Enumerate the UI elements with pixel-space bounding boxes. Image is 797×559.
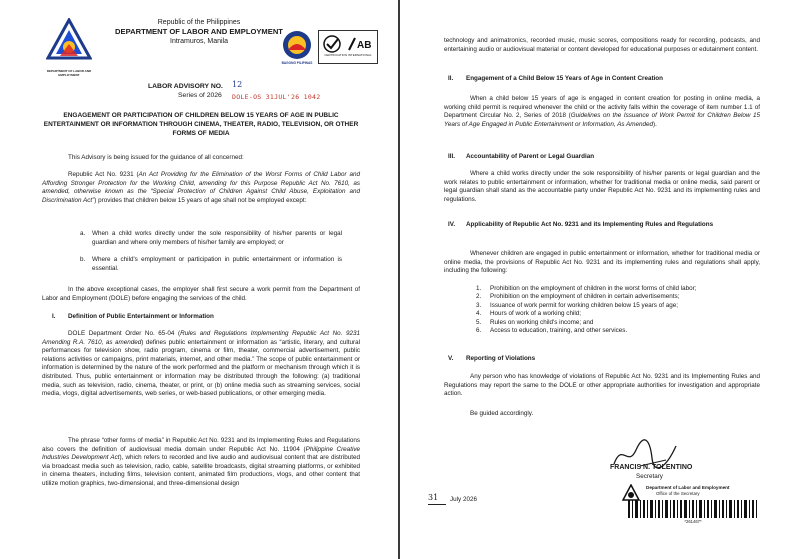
exception-a-letter: a. — [80, 230, 86, 237]
exception-b-text: Where a child's employment or participation in public entertainment or information is essential. — [92, 256, 342, 272]
signatory-name: FRANCIS N. TOLENTINO — [610, 464, 693, 471]
ra-paragraph-a: Republic Act No. 9231 ( — [68, 171, 139, 178]
ra-paragraph-italic: An Act Providing for the Elimination of the Worst Forms of Child Labor and Affording Stronger Protection for the Working Child, amending for this Purpose Republic Act No. 7610, as amended, otherwise known as the “Special Protection of Children Against Child Abuse, Exploitation and Discrimination Act” — [42, 171, 361, 204]
date-underline — [428, 504, 446, 505]
section-2-p-italic: Guidelines on the Issuance of Work Permit for Children Below 15 Years of Age Engaged in Public Entertainment or Information, As Amended — [444, 112, 760, 128]
bagong-pilipinas-logo-icon — [282, 30, 312, 60]
dole-logo-icon — [46, 18, 92, 70]
list-item — [476, 293, 766, 301]
section-4-number: IV. — [448, 221, 456, 228]
section-1-p2-b: ), which refers to recorded and live audio and audiovisual content that are distributed via broadcast media such as television, radio, cable, satellite broadcasts, digital streaming platforms, or exhibited in cinema theaters, including films, television content, animated film productions, vlogs, and other content that utilize motion graphics, two-dimensional, and three-dimensional design — [42, 454, 361, 487]
receipt-date-stamp: DOLE-OS 31JUL'26 1042 — [232, 93, 321, 101]
list-text: Prohibition on the employment of children in certain advertisements; — [490, 293, 680, 301]
stamp-line-2: Office of the Secretary — [656, 491, 700, 496]
permit-paragraph — [42, 286, 360, 303]
list-item — [476, 327, 766, 335]
header-location: Intramuros, Manila — [170, 38, 228, 45]
permit-paragraph-text: In the above exceptional cases, the employer shall first secure a work permit from the Department of Labor and Employment (DOLE) before engaging the services of the child. — [42, 286, 360, 302]
document-page-1 — [0, 0, 398, 559]
section-1-p1-b: ) defines public entertainment or information as “artistic, literary, and cultural performances for television show, radio program, cinema or film, theater, commercial advertisement, public relations activities or campaigns, print materials, internet, and other media.” The scope of public entertainment or information is determined by the nature of the work performed and the platform or mechanism through which it is distributed. Thus, public entertainment or information may be distributed through the following: (a) traditional media, such as television, radio, cinema, theater, or print, or (b) online media such as streaming services, social media, vlogs, digital advertisements, web series, or web-based publications, or other emerging media. — [42, 338, 361, 398]
list-number: 2. — [476, 293, 482, 301]
list-item — [476, 285, 766, 293]
list-number: 5. — [476, 318, 482, 326]
ra-paragraph-b: ) provides that children below 15 years of age shall not be employed except: — [94, 196, 307, 204]
section-4-p-text: Whenever children are engaged in public entertainment or information, whether for traditional media or online media, the provisions of Republic Act No. 9231 and its implementing rules and regulations shall apply, including the following: — [444, 250, 760, 275]
list-number: 4. — [476, 310, 482, 318]
barcode-code: *261467* — [684, 519, 702, 524]
section-2-number: II. — [448, 75, 454, 82]
section-2-heading: Engagement of a Child Below 15 Years of Age in Content Creation — [466, 75, 663, 82]
dole-logo-caption: DEPARTMENT OF LABOR AND EMPLOYMENT — [46, 69, 92, 77]
certification-badge — [318, 30, 378, 64]
list-number: 6. — [476, 327, 482, 335]
list-text: Prohibition on the employment of children in the worst forms of child labor; — [490, 285, 697, 292]
certification-caption: CERTIFICATION INTERNATIONAL — [324, 53, 372, 57]
section-4-paragraph — [444, 250, 760, 276]
closing-line: Be guided accordingly. — [470, 410, 534, 417]
barcode-icon — [628, 500, 758, 518]
list-text: Rules on working child's income; and — [490, 318, 594, 326]
list-item — [476, 319, 766, 327]
header-republic: Republic of the Philippines — [157, 19, 241, 26]
bagong-pilipinas-caption: BAGONG PILIPINAS — [281, 61, 313, 65]
section-5-number: V. — [448, 355, 454, 362]
section-3-paragraph — [444, 170, 760, 204]
section-4-list — [476, 285, 766, 335]
list-item — [476, 302, 766, 310]
section-5-heading: Reporting of Violations — [466, 355, 536, 362]
header-department: DEPARTMENT OF LABOR AND EMPLOYMENT — [115, 27, 283, 36]
date-day: 31 — [428, 493, 439, 502]
receipt-stamp — [622, 484, 772, 532]
section-4-heading: Applicability of Republic Act No. 9231 and its Implementing Rules and Regulations — [466, 221, 714, 228]
section-1-paragraph-2-continued: technology and animatronics, recorded music, music scores, compositions ready for recording, podcasts, and entertaining audio or audiovisual material or content developed for educational purposes or edutainment content. — [444, 37, 760, 53]
section-5-p-text: Any person who has knowledge of violations of Republic Act No. 9231 and its Implementing Rules and Regulations may report the same to the DOLE or other appropriate authorities for investigation and appropriate action. — [444, 373, 760, 398]
document-page-2 — [400, 0, 797, 559]
list-number: 3. — [476, 301, 482, 309]
iab-mark-icon — [347, 36, 373, 52]
advisory-title: ENGAGEMENT OR PARTICIPATION OF CHILDREN BELOW 15 YEARS OF AGE IN PUBLIC ENTERTAINMENT OR INFORMATION THROUGH CINEMA, THEATER, RADIO, TELEVISION, OR OTHER FORMS OF MEDIA — [43, 112, 359, 137]
section-1-heading: Definition of Public Entertainment or Information — [68, 313, 214, 320]
advisory-label: LABOR ADVISORY NO. — [148, 83, 223, 90]
section-2-p-a: When a child below 15 years of age is engaged in content creation for posting in online media, a working child permit is required whenever the child or the activity falls within the coverage of item number 1.1 of Department Circular No. 2, Series of 2018 ( — [444, 95, 760, 120]
section-3-number: III. — [448, 153, 455, 160]
section-2-paragraph — [444, 95, 760, 129]
certification-check-icon — [321, 34, 343, 54]
svg-text:AB: AB — [357, 40, 372, 51]
section-2-p-b: ). — [652, 120, 657, 128]
section-1-number: I. — [52, 313, 56, 320]
stamp-line-1: Department of Labor and Employment — [646, 485, 730, 490]
section-1-p2-italic: Philippine Creative Industries Development Act — [42, 445, 360, 462]
section-1-p1-italic: Rules and Regulations Implementing Republic Act No. 9231 Amending R.A. 7610, as amended — [42, 330, 361, 346]
section-3-heading: Accountability of Parent or Legal Guardian — [466, 153, 595, 160]
signatory-title: Secretary — [636, 473, 663, 480]
list-text: Issuance of work permit for working children below 15 years of age; — [490, 301, 678, 309]
section-1-p2-a: The phrase “other forms of media” in Republic Act No. 9231 and its Implementing Rules and Regulations also covers the definition of audiovisual media domain under Republic Act No. 11904 ( — [42, 437, 360, 453]
date-line — [428, 493, 548, 506]
section-1-paragraph-2 — [42, 437, 360, 489]
ra-paragraph — [42, 171, 360, 205]
list-text: Access to education, training, and other services. — [490, 327, 628, 335]
list-item — [476, 310, 766, 318]
exception-b-letter: b. — [80, 256, 86, 263]
section-1-p1-a: DOLE Department Order No. 65-04 ( — [68, 330, 181, 337]
exception-a-text: When a child works directly under the sole responsibility of his/her parents or legal guardian and where only members of his/her family are employed; or — [92, 230, 342, 246]
section-3-p-text: Where a child works directly under the sole responsibility of his/her parents or legal guardian and the work relates to public entertainment or information, whether for traditional media or online media, said parent or legal guardian shall stand as the accountable party under Republic Act No. 9231 and its implementing rules and regulations. — [444, 170, 760, 203]
intro-text: This Advisory is being issued for the guidance of all concerned: — [68, 154, 244, 161]
section-1-paragraph-1 — [42, 330, 360, 399]
list-text: Hours of work of a working child; — [490, 310, 581, 318]
section-5-paragraph — [444, 373, 760, 399]
advisory-number: 12 — [232, 80, 243, 89]
advisory-series: Series of 2026 — [178, 92, 222, 99]
date-rest: July 2026 — [450, 496, 477, 503]
list-number: 1. — [476, 285, 482, 292]
